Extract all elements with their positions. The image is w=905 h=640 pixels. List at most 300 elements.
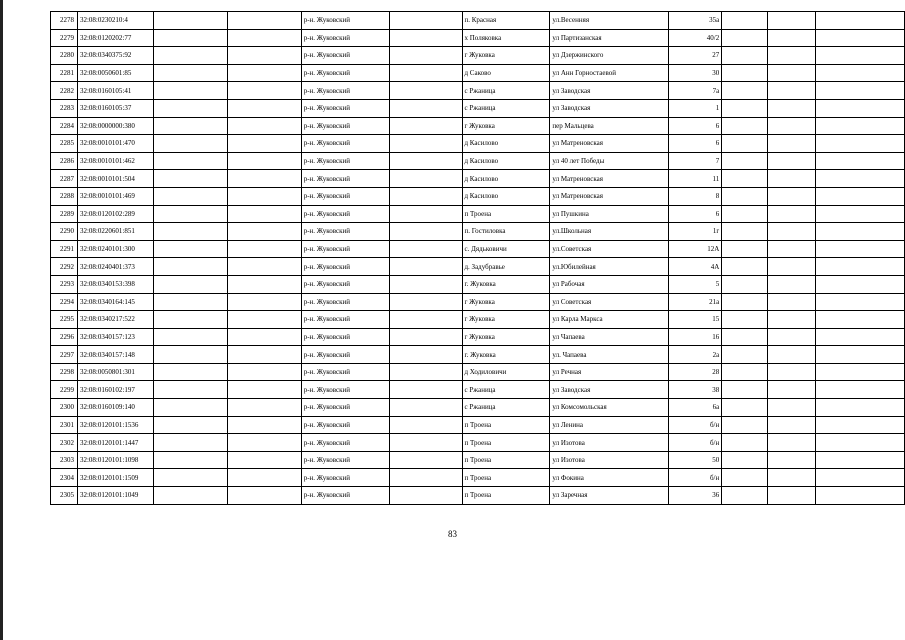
empty-cell: [227, 434, 301, 452]
district-cell: р-н. Жуковский: [301, 117, 389, 135]
table-row: [51, 29, 905, 47]
locality-cell: д. Задубравье: [462, 258, 550, 276]
house-number-cell: 7а: [669, 82, 722, 100]
empty-cell: [722, 152, 768, 170]
empty-cell: [227, 416, 301, 434]
empty-cell: [816, 293, 905, 311]
empty-cell: [153, 117, 227, 135]
row-number-cell: 2299: [51, 381, 78, 399]
empty-cell: [722, 363, 768, 381]
empty-cell: [722, 451, 768, 469]
district-cell: р-н. Жуковский: [301, 487, 389, 505]
street-cell: ул Речная: [550, 363, 669, 381]
empty-cell: [227, 12, 301, 30]
empty-cell: [722, 170, 768, 188]
district-cell: р-н. Жуковский: [301, 64, 389, 82]
district-cell: р-н. Жуковский: [301, 152, 389, 170]
locality-cell: г. Жуковка: [462, 346, 550, 364]
district-cell: р-н. Жуковский: [301, 434, 389, 452]
locality-cell: г Жуковка: [462, 117, 550, 135]
empty-cell: [722, 29, 768, 47]
district-cell: р-н. Жуковский: [301, 240, 389, 258]
cadastral-number-cell: 32:08:0050601:85: [77, 64, 153, 82]
empty-cell: [816, 275, 905, 293]
table-row: [51, 275, 905, 293]
row-number-cell: 2300: [51, 399, 78, 417]
cadastral-number-cell: 32:08:0340217:522: [77, 311, 153, 329]
empty-cell: [768, 64, 816, 82]
cadastral-number-cell: 32:08:0050801:301: [77, 363, 153, 381]
row-number-cell: 2304: [51, 469, 78, 487]
row-number-cell: 2305: [51, 487, 78, 505]
row-number-cell: 2292: [51, 258, 78, 276]
empty-cell: [227, 275, 301, 293]
table-row: [51, 399, 905, 417]
house-number-cell: 4А: [669, 258, 722, 276]
empty-cell: [389, 434, 462, 452]
street-cell: ул Заречная: [550, 487, 669, 505]
empty-cell: [816, 451, 905, 469]
empty-cell: [227, 170, 301, 188]
street-cell: ул Карла Маркса: [550, 311, 669, 329]
empty-cell: [153, 29, 227, 47]
scan-edge: [0, 0, 3, 640]
empty-cell: [722, 117, 768, 135]
empty-cell: [722, 293, 768, 311]
empty-cell: [768, 12, 816, 30]
district-cell: р-н. Жуковский: [301, 187, 389, 205]
table-row: [51, 135, 905, 153]
empty-cell: [153, 135, 227, 153]
house-number-cell: 6: [669, 117, 722, 135]
page-number: 83: [448, 529, 457, 539]
empty-cell: [389, 275, 462, 293]
empty-cell: [816, 12, 905, 30]
street-cell: ул.Весенняя: [550, 12, 669, 30]
empty-cell: [153, 64, 227, 82]
empty-cell: [227, 311, 301, 329]
empty-cell: [227, 29, 301, 47]
row-number-cell: 2293: [51, 275, 78, 293]
street-cell: ул Рабочая: [550, 275, 669, 293]
cadastral-number-cell: 32:08:0160109:140: [77, 399, 153, 417]
empty-cell: [816, 363, 905, 381]
cadastral-number-cell: 32:08:0120101:1447: [77, 434, 153, 452]
cadastral-number-cell: 32:08:0120101:1509: [77, 469, 153, 487]
empty-cell: [389, 293, 462, 311]
empty-cell: [389, 64, 462, 82]
house-number-cell: 50: [669, 451, 722, 469]
empty-cell: [389, 487, 462, 505]
district-cell: р-н. Жуковский: [301, 258, 389, 276]
house-number-cell: 27: [669, 47, 722, 65]
district-cell: р-н. Жуковский: [301, 293, 389, 311]
empty-cell: [816, 416, 905, 434]
empty-cell: [768, 205, 816, 223]
empty-cell: [227, 117, 301, 135]
row-number-cell: 2295: [51, 311, 78, 329]
empty-cell: [227, 135, 301, 153]
house-number-cell: 40/2: [669, 29, 722, 47]
district-cell: р-н. Жуковский: [301, 363, 389, 381]
empty-cell: [389, 205, 462, 223]
empty-cell: [722, 434, 768, 452]
locality-cell: г Жуковка: [462, 47, 550, 65]
district-cell: р-н. Жуковский: [301, 135, 389, 153]
empty-cell: [768, 416, 816, 434]
empty-cell: [227, 363, 301, 381]
locality-cell: с Ржаница: [462, 381, 550, 399]
street-cell: ул Матреновская: [550, 187, 669, 205]
empty-cell: [389, 29, 462, 47]
street-cell: ул Анн Горностаевой: [550, 64, 669, 82]
empty-cell: [722, 47, 768, 65]
empty-cell: [153, 487, 227, 505]
street-cell: ул Советская: [550, 293, 669, 311]
register-table-body: [51, 12, 905, 505]
cadastral-number-cell: 32:08:0220601:851: [77, 223, 153, 241]
locality-cell: п Троена: [462, 487, 550, 505]
table-row: [51, 240, 905, 258]
empty-cell: [389, 223, 462, 241]
table-row: [51, 346, 905, 364]
empty-cell: [722, 399, 768, 417]
row-number-cell: 2298: [51, 363, 78, 381]
empty-cell: [227, 82, 301, 100]
row-number-cell: 2303: [51, 451, 78, 469]
empty-cell: [227, 47, 301, 65]
district-cell: р-н. Жуковский: [301, 469, 389, 487]
street-cell: ул Чапаева: [550, 328, 669, 346]
cadastral-number-cell: 32:08:0340153:398: [77, 275, 153, 293]
table-row: [51, 487, 905, 505]
district-cell: р-н. Жуковский: [301, 399, 389, 417]
house-number-cell: 6: [669, 205, 722, 223]
table-row: [51, 205, 905, 223]
district-cell: р-н. Жуковский: [301, 223, 389, 241]
empty-cell: [389, 12, 462, 30]
empty-cell: [153, 258, 227, 276]
cadastral-number-cell: 32:08:0340375:92: [77, 47, 153, 65]
street-cell: ул Заводская: [550, 381, 669, 399]
locality-cell: д Касилово: [462, 152, 550, 170]
street-cell: ул Дзержинского: [550, 47, 669, 65]
cadastral-number-cell: 32:08:0160105:41: [77, 82, 153, 100]
district-cell: р-н. Жуковский: [301, 99, 389, 117]
district-cell: р-н. Жуковский: [301, 381, 389, 399]
empty-cell: [389, 152, 462, 170]
empty-cell: [816, 99, 905, 117]
house-number-cell: 12А: [669, 240, 722, 258]
empty-cell: [768, 363, 816, 381]
empty-cell: [227, 223, 301, 241]
locality-cell: д Касилово: [462, 170, 550, 188]
table-row: [51, 117, 905, 135]
cadastral-number-cell: 32:08:0120101:1098: [77, 451, 153, 469]
row-number-cell: 2285: [51, 135, 78, 153]
empty-cell: [768, 311, 816, 329]
empty-cell: [816, 205, 905, 223]
empty-cell: [768, 29, 816, 47]
street-cell: ул Заводская: [550, 82, 669, 100]
empty-cell: [722, 205, 768, 223]
empty-cell: [816, 64, 905, 82]
empty-cell: [768, 99, 816, 117]
empty-cell: [153, 469, 227, 487]
empty-cell: [227, 328, 301, 346]
locality-cell: д Ходиловичи: [462, 363, 550, 381]
street-cell: ул.Советская: [550, 240, 669, 258]
locality-cell: с Ржаница: [462, 399, 550, 417]
row-number-cell: 2278: [51, 12, 78, 30]
street-cell: ул Матреновская: [550, 170, 669, 188]
cadastral-number-cell: 32:08:0160105:37: [77, 99, 153, 117]
empty-cell: [768, 170, 816, 188]
empty-cell: [722, 311, 768, 329]
empty-cell: [153, 434, 227, 452]
house-number-cell: 36: [669, 487, 722, 505]
table-row: [51, 170, 905, 188]
locality-cell: п Троена: [462, 469, 550, 487]
empty-cell: [768, 152, 816, 170]
district-cell: р-н. Жуковский: [301, 205, 389, 223]
empty-cell: [722, 469, 768, 487]
empty-cell: [389, 363, 462, 381]
locality-cell: х Поляковка: [462, 29, 550, 47]
house-number-cell: 38: [669, 381, 722, 399]
row-number-cell: 2287: [51, 170, 78, 188]
street-cell: ул Комсомольская: [550, 399, 669, 417]
empty-cell: [153, 293, 227, 311]
table-row: [51, 152, 905, 170]
empty-cell: [816, 29, 905, 47]
empty-cell: [153, 381, 227, 399]
locality-cell: п Троена: [462, 451, 550, 469]
empty-cell: [816, 187, 905, 205]
empty-cell: [153, 223, 227, 241]
empty-cell: [389, 258, 462, 276]
locality-cell: п Троена: [462, 416, 550, 434]
empty-cell: [389, 135, 462, 153]
cadastral-number-cell: 32:08:0120101:1049: [77, 487, 153, 505]
empty-cell: [768, 240, 816, 258]
row-number-cell: 2297: [51, 346, 78, 364]
empty-cell: [389, 346, 462, 364]
empty-cell: [389, 381, 462, 399]
house-number-cell: 16: [669, 328, 722, 346]
house-number-cell: 21а: [669, 293, 722, 311]
house-number-cell: 28: [669, 363, 722, 381]
empty-cell: [227, 346, 301, 364]
cadastral-number-cell: 32:08:0010101:469: [77, 187, 153, 205]
table-row: [51, 187, 905, 205]
empty-cell: [153, 152, 227, 170]
empty-cell: [768, 223, 816, 241]
house-number-cell: 35а: [669, 12, 722, 30]
row-number-cell: 2302: [51, 434, 78, 452]
empty-cell: [153, 363, 227, 381]
district-cell: р-н. Жуковский: [301, 275, 389, 293]
empty-cell: [227, 293, 301, 311]
empty-cell: [227, 99, 301, 117]
empty-cell: [722, 258, 768, 276]
house-number-cell: 8: [669, 187, 722, 205]
empty-cell: [722, 487, 768, 505]
locality-cell: п Троена: [462, 205, 550, 223]
table-row: [51, 311, 905, 329]
district-cell: р-н. Жуковский: [301, 82, 389, 100]
empty-cell: [722, 12, 768, 30]
empty-cell: [768, 187, 816, 205]
house-number-cell: 7: [669, 152, 722, 170]
empty-cell: [768, 328, 816, 346]
table-row: [51, 293, 905, 311]
row-number-cell: 2279: [51, 29, 78, 47]
cadastral-number-cell: 32:08:0240401:373: [77, 258, 153, 276]
table-row: [51, 82, 905, 100]
street-cell: пер Мальцева: [550, 117, 669, 135]
empty-cell: [227, 451, 301, 469]
empty-cell: [768, 434, 816, 452]
street-cell: ул Ленина: [550, 416, 669, 434]
register-table: [50, 11, 905, 505]
cadastral-number-cell: 32:08:0160102:197: [77, 381, 153, 399]
street-cell: ул Матреновская: [550, 135, 669, 153]
table-row: [51, 47, 905, 65]
empty-cell: [816, 487, 905, 505]
empty-cell: [816, 469, 905, 487]
empty-cell: [153, 240, 227, 258]
table-row: [51, 12, 905, 30]
empty-cell: [227, 399, 301, 417]
row-number-cell: 2283: [51, 99, 78, 117]
row-number-cell: 2286: [51, 152, 78, 170]
empty-cell: [816, 82, 905, 100]
empty-cell: [768, 293, 816, 311]
empty-cell: [153, 12, 227, 30]
locality-cell: д Касилово: [462, 187, 550, 205]
district-cell: р-н. Жуковский: [301, 416, 389, 434]
street-cell: ул. Чапаева: [550, 346, 669, 364]
empty-cell: [768, 399, 816, 417]
house-number-cell: 11: [669, 170, 722, 188]
cadastral-number-cell: 32:08:0120102:289: [77, 205, 153, 223]
district-cell: р-н. Жуковский: [301, 12, 389, 30]
empty-cell: [816, 399, 905, 417]
empty-cell: [768, 135, 816, 153]
street-cell: ул Изотова: [550, 434, 669, 452]
table-row: [51, 99, 905, 117]
cadastral-number-cell: 32:08:0010101:462: [77, 152, 153, 170]
table-row: [51, 258, 905, 276]
empty-cell: [816, 381, 905, 399]
empty-cell: [153, 47, 227, 65]
empty-cell: [722, 64, 768, 82]
empty-cell: [153, 99, 227, 117]
empty-cell: [768, 47, 816, 65]
empty-cell: [816, 170, 905, 188]
empty-cell: [153, 416, 227, 434]
empty-cell: [722, 328, 768, 346]
empty-cell: [389, 47, 462, 65]
empty-cell: [153, 451, 227, 469]
district-cell: р-н. Жуковский: [301, 346, 389, 364]
row-number-cell: 2288: [51, 187, 78, 205]
locality-cell: д Саково: [462, 64, 550, 82]
house-number-cell: б/н: [669, 434, 722, 452]
empty-cell: [389, 240, 462, 258]
locality-cell: п. Гостиловка: [462, 223, 550, 241]
empty-cell: [768, 469, 816, 487]
empty-cell: [389, 469, 462, 487]
empty-cell: [816, 258, 905, 276]
street-cell: ул 40 лет Победы: [550, 152, 669, 170]
row-number-cell: 2281: [51, 64, 78, 82]
district-cell: р-н. Жуковский: [301, 29, 389, 47]
cadastral-number-cell: 32:08:0340157:148: [77, 346, 153, 364]
empty-cell: [816, 223, 905, 241]
empty-cell: [389, 99, 462, 117]
locality-cell: с. Дядьковичи: [462, 240, 550, 258]
street-cell: ул.Юбилейная: [550, 258, 669, 276]
empty-cell: [816, 240, 905, 258]
empty-cell: [722, 135, 768, 153]
cadastral-number-cell: 32:08:0240101:300: [77, 240, 153, 258]
empty-cell: [389, 328, 462, 346]
empty-cell: [722, 381, 768, 399]
empty-cell: [768, 487, 816, 505]
empty-cell: [816, 152, 905, 170]
locality-cell: п. Красная: [462, 12, 550, 30]
locality-cell: с Ржаница: [462, 99, 550, 117]
house-number-cell: 30: [669, 64, 722, 82]
empty-cell: [153, 328, 227, 346]
empty-cell: [816, 346, 905, 364]
empty-cell: [722, 223, 768, 241]
empty-cell: [153, 205, 227, 223]
empty-cell: [389, 117, 462, 135]
locality-cell: г Жуковка: [462, 328, 550, 346]
empty-cell: [816, 47, 905, 65]
house-number-cell: 1: [669, 99, 722, 117]
empty-cell: [227, 152, 301, 170]
empty-cell: [768, 451, 816, 469]
empty-cell: [389, 82, 462, 100]
street-cell: ул.Школьная: [550, 223, 669, 241]
table-row: [51, 64, 905, 82]
empty-cell: [722, 99, 768, 117]
row-number-cell: 2296: [51, 328, 78, 346]
empty-cell: [722, 240, 768, 258]
row-number-cell: 2301: [51, 416, 78, 434]
cadastral-number-cell: 32:08:0120101:1536: [77, 416, 153, 434]
district-cell: р-н. Жуковский: [301, 311, 389, 329]
empty-cell: [816, 135, 905, 153]
cadastral-number-cell: 32:08:0120202:77: [77, 29, 153, 47]
table-row: [51, 328, 905, 346]
empty-cell: [768, 381, 816, 399]
cadastral-number-cell: 32:08:0340157:123: [77, 328, 153, 346]
locality-cell: с Ржаница: [462, 82, 550, 100]
empty-cell: [722, 346, 768, 364]
cadastral-number-cell: 32:08:0010101:470: [77, 135, 153, 153]
empty-cell: [153, 82, 227, 100]
table-row: [51, 223, 905, 241]
empty-cell: [768, 275, 816, 293]
empty-cell: [227, 469, 301, 487]
empty-cell: [768, 82, 816, 100]
locality-cell: г. Жуковка: [462, 275, 550, 293]
